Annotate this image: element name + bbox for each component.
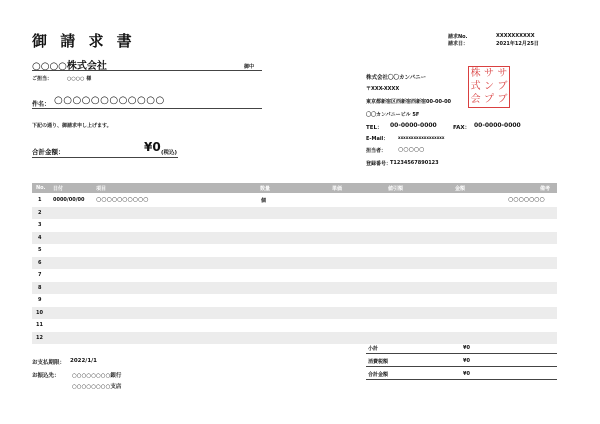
header-amount: 金額 [455, 186, 466, 192]
staff-value: ○○○○○ [398, 146, 425, 153]
table-row: 2 [32, 207, 557, 219]
client-name: ○○○○株式会社 [32, 61, 107, 72]
due-date-label: お支払期限： [32, 360, 66, 366]
subtotal-label: 小計 [368, 346, 379, 352]
table-row: 3 [38, 222, 42, 228]
invoice-date-label: 請求日： [448, 41, 469, 47]
bank-name: ○○○○○○○○銀行 [72, 373, 122, 379]
header-discount: 値引額 [388, 186, 404, 192]
table-row: 12 [32, 332, 557, 344]
table-row: 1 0000/00/00 ○○○○○○○○○○ 個 ○○○○○○○ [38, 196, 545, 204]
total-tax-note: (税込) [161, 150, 178, 156]
staff-label: 担当者： [366, 148, 387, 154]
tax-value: ¥0 [463, 358, 470, 364]
grand-total-divider [366, 379, 557, 380]
subtotal-value: ¥0 [463, 345, 470, 351]
header-notes: 備考 [540, 186, 551, 192]
tax-divider [366, 366, 557, 367]
header-qty: 数量 [260, 186, 271, 192]
tel-label: TEL： [366, 125, 383, 131]
table-row: 8 [32, 282, 557, 294]
email-label: E-Mail： [366, 136, 389, 142]
branch-name: ○○○○○○○○支店 [72, 384, 122, 390]
table-row: 5 [38, 247, 42, 253]
table-row: 9 [38, 297, 42, 303]
registration-value: T1234567890123 [390, 160, 439, 166]
total-underline [32, 157, 178, 158]
client-underline [32, 70, 262, 71]
grand-total-value: ¥0 [463, 371, 470, 377]
table-row: 10 [32, 307, 557, 319]
grand-total-label: 合計金額 [368, 372, 389, 378]
header-item: 項目 [96, 186, 107, 192]
subject-underline [32, 108, 262, 109]
invoice-date-value: 2021年12月25日 [496, 41, 539, 47]
client-honorific: 御中 [244, 64, 255, 70]
tel-value: 00-0000-0000 [390, 122, 437, 129]
tax-label: 消費税額 [368, 359, 389, 365]
company-seal: 株 サ サ 式 ン ブ 会 プ ブ [468, 66, 510, 108]
table-header [32, 183, 557, 193]
subject-label: 件名： [32, 101, 51, 108]
greeting-text: 下記の通り、御請求申し上げます。 [32, 123, 112, 129]
issuer-company: 株式会社〇〇カンパニー [366, 75, 427, 81]
table-row: 7 [38, 272, 42, 278]
contact-label: ご担当： [32, 76, 53, 82]
due-date-value: 2022/1/1 [70, 358, 97, 364]
bank-label: お振込先： [32, 373, 60, 379]
issuer-address2: 〇〇カンパニービル 5F [366, 112, 420, 118]
invoice-number-value: XXXXXXXXXX [496, 33, 535, 39]
table-row: 11 [36, 322, 43, 328]
total-label: 合計金額： [32, 148, 65, 156]
registration-label: 登録番号： [366, 161, 392, 167]
fax-value: 00-0000-0000 [474, 122, 521, 129]
header-unit-price: 単価 [332, 186, 343, 192]
subtotal-divider [366, 353, 557, 354]
header-date: 日付 [53, 186, 64, 192]
email-value: xxxxxxxxxxxxxxxxxx [398, 135, 445, 140]
contact-name: ○○○○ 様 [67, 76, 92, 82]
table-row: 4 [32, 232, 557, 244]
invoice-title: 御 請 求 書 [32, 32, 136, 50]
issuer-postal: 〒XXX-XXXX [366, 86, 400, 92]
header-no: No. [36, 185, 46, 191]
fax-label: FAX： [453, 125, 471, 131]
table-row: 6 [32, 257, 557, 269]
total-amount: ¥0 [144, 140, 161, 154]
issuer-address1: 東京都新宿区西新宿西新宿00-00-00 [366, 99, 452, 105]
subject-value: ○○○○○○○○○○○○ [54, 95, 165, 106]
invoice-number-label: 請求No. [448, 34, 468, 40]
